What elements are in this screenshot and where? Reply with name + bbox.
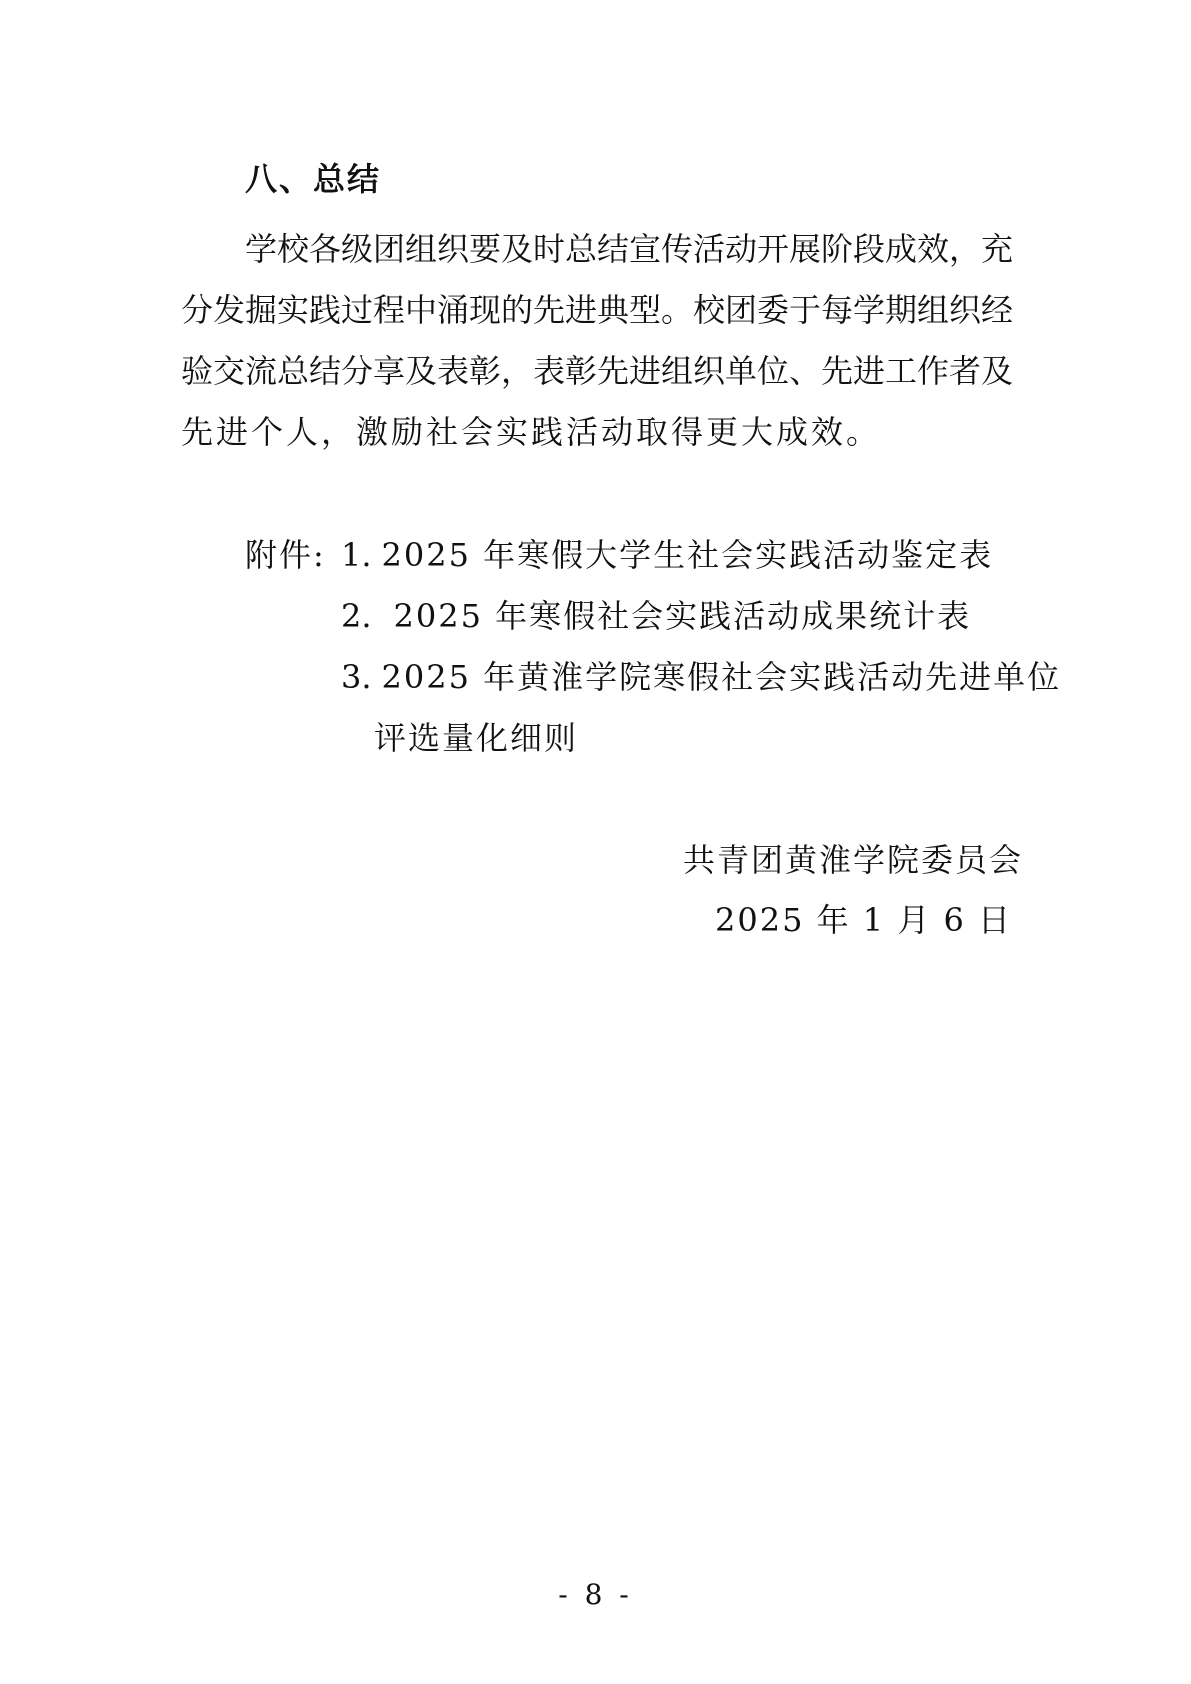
attachment-title: 2025 年黄淮学院寒假社会实践活动先进单位: [381, 658, 1062, 696]
attachment-item-continuation: [374, 718, 578, 758]
attachment-title: 评选量化细则: [374, 719, 579, 757]
attachment-number: 2.: [341, 597, 372, 635]
attachment-title: 2025 年寒假社会实践活动成果统计表: [393, 597, 972, 635]
attachment-title: 2025 年寒假大学生社会实践活动鉴定表: [381, 536, 994, 574]
paragraph-line: 验交流总结分享及表彰，表彰先进组织单位、先进工作者及: [181, 352, 1014, 390]
attachment-item: [341, 535, 993, 575]
attachment-number: 3.: [341, 658, 372, 696]
attachments-label: 附件:: [245, 536, 326, 574]
paragraph-line: 分发掘实践过程中涌现的先进典型。校团委于每学期组织经: [181, 291, 1014, 329]
attachment-item: [341, 596, 971, 636]
attachment-item: [341, 657, 1061, 697]
attachment-number: 1.: [341, 536, 372, 574]
paragraph-line: 先进个人，激励社会实践活动取得更大成效。: [181, 413, 882, 451]
issuing-organization: 共青团黄淮学院委员会: [683, 841, 1024, 879]
page-number: - 8 -: [558, 1578, 633, 1611]
section-heading: 八、总结: [245, 160, 382, 198]
paragraph-line: 学校各级团组织要及时总结宣传活动开展阶段成效，充: [245, 230, 1014, 268]
issue-date: 2025 年 1 月 6 日: [715, 901, 1013, 939]
